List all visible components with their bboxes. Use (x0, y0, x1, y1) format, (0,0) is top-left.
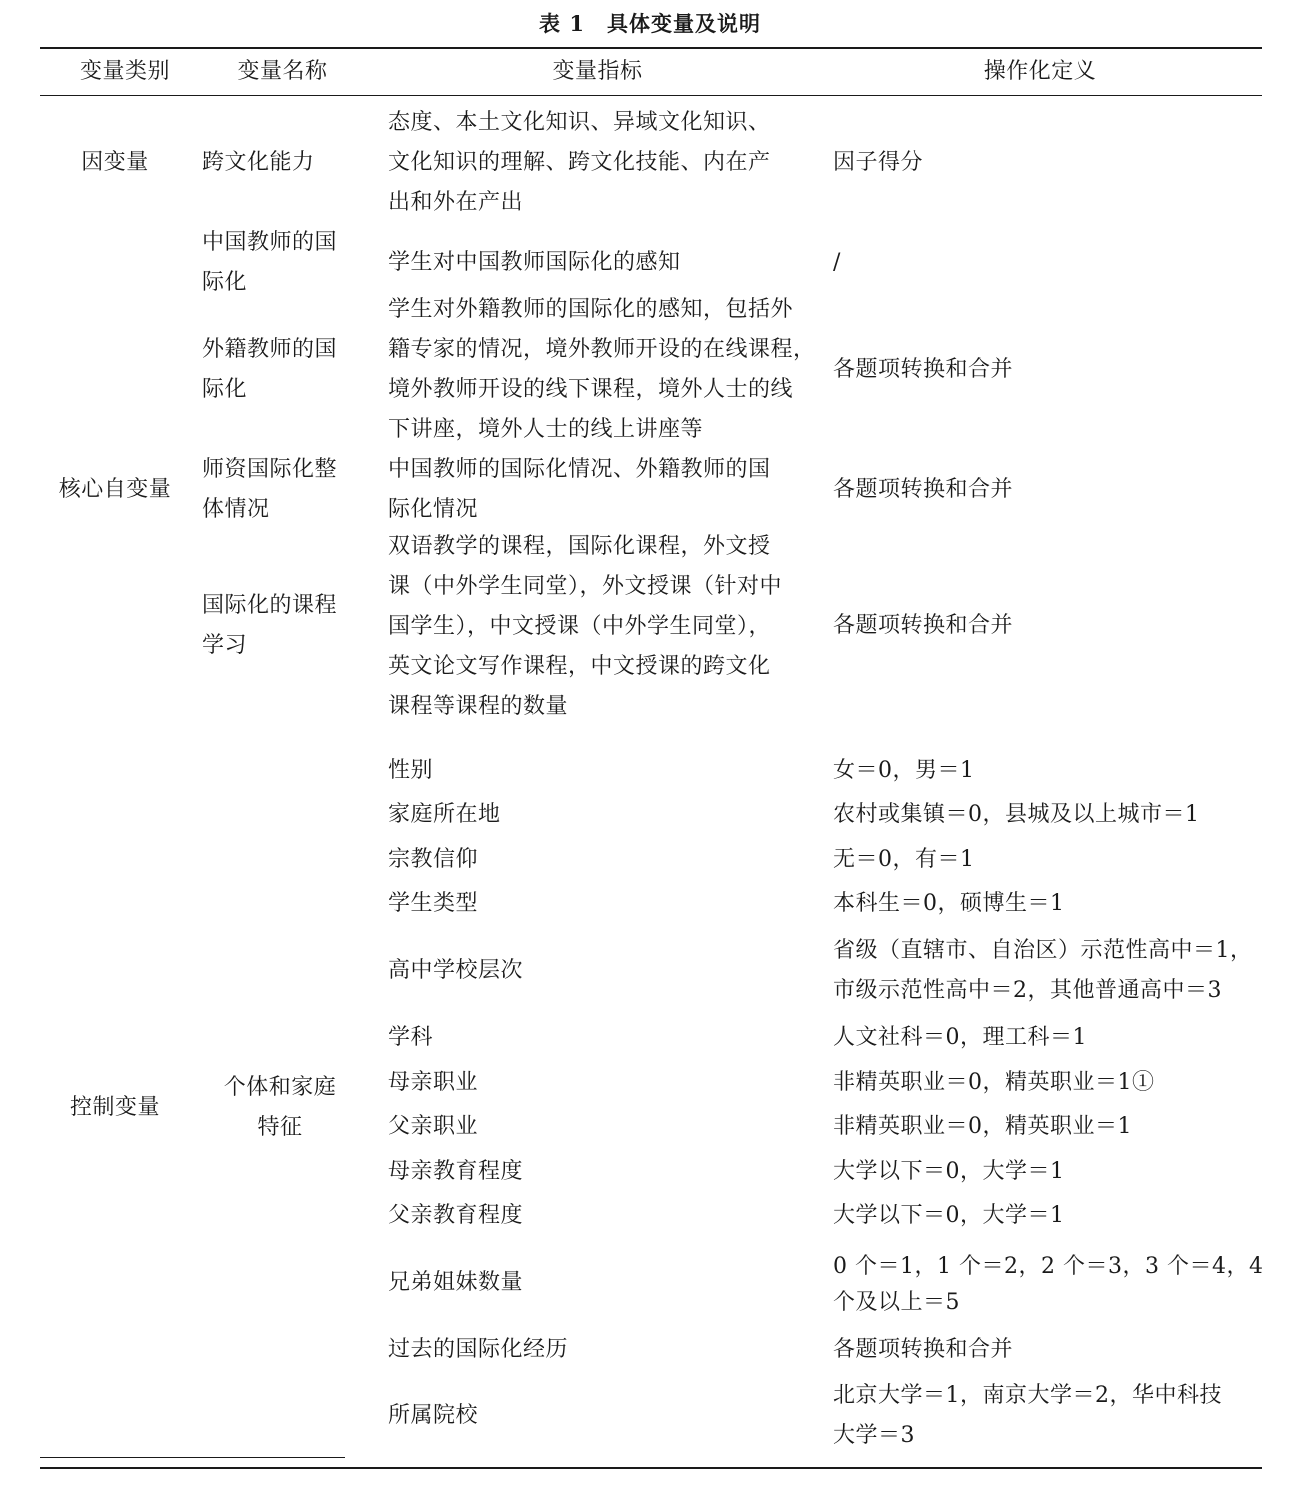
control-indicator: 所属院校 (388, 1403, 479, 1428)
row-definition: / (833, 250, 841, 275)
top-rule (40, 47, 1262, 49)
control-indicator: 高中学校层次 (388, 958, 524, 983)
group-control: 控制变量 (69, 1095, 160, 1120)
group-dependent: 因变量 (81, 150, 149, 175)
header-definition: 操作化定义 (983, 59, 1097, 84)
header-rule (40, 95, 1262, 96)
control-indicator: 过去的国际化经历 (388, 1337, 569, 1362)
control-definition: 本科生＝0，硕博生＝1 (833, 891, 1065, 916)
control-definition: 北京大学＝1，南京大学＝2，华中科技 大学＝3 (833, 1383, 1222, 1448)
table-caption-number: 表 1 (539, 11, 585, 36)
control-definition: 0 个＝1，1 个＝2，2 个＝3，3 个＝4，4 个及以上＝5 (833, 1254, 1264, 1315)
row-definition: 各题项转换和合并 (833, 613, 1014, 638)
control-name: 个体和家庭 特征 (223, 1075, 337, 1140)
control-indicator: 母亲教育程度 (388, 1159, 524, 1184)
row-definition: 各题项转换和合并 (833, 357, 1014, 382)
bottom-rule (40, 1467, 1262, 1469)
control-indicator: 学科 (388, 1025, 434, 1050)
control-indicator: 宗教信仰 (388, 847, 479, 872)
group-core: 核心自变量 (58, 477, 172, 502)
header-indicator: 变量指标 (552, 59, 643, 84)
row-definition: 因子得分 (833, 150, 924, 175)
footnote-rule (40, 1457, 345, 1458)
header-name: 变量名称 (237, 59, 328, 84)
control-definition: 大学以下＝0，大学＝1 (833, 1203, 1065, 1228)
control-indicator: 父亲教育程度 (388, 1203, 524, 1228)
row-name: 师资国际化整 体情况 (202, 457, 338, 522)
row-indicator: 学生对中国教师国际化的感知 (388, 250, 681, 275)
row-indicator: 双语教学的课程，国际化课程，外文授 课（中外学生同堂），外文授课（针对中 国学生），中文授课（中外学生同堂）， 英文论文写作课程，中文授课的跨文化 课程等课程的数量 (388, 534, 783, 719)
row-indicator: 态度、本土文化知识、异域文化知识、 文化知识的理解、跨文化技能、内在产 出和外在产出 (388, 110, 771, 215)
row-indicator: 中国教师的国际化情况、外籍教师的国 际化情况 (388, 457, 771, 522)
header-category: 变量类别 (79, 59, 170, 84)
control-indicator: 兄弟姐妹数量 (388, 1270, 524, 1295)
control-definition: 非精英职业＝0，精英职业＝1① (833, 1070, 1155, 1095)
table-caption (0, 8, 1300, 38)
control-definition: 各题项转换和合并 (833, 1337, 1014, 1362)
control-definition: 女＝0，男＝1 (833, 758, 975, 783)
control-indicator: 父亲职业 (388, 1114, 479, 1139)
control-definition: 省级（直辖市、自治区）示范性高中＝1， 市级示范性高中＝2，其他普通高中＝3 (833, 938, 1253, 1003)
control-definition: 大学以下＝0，大学＝1 (833, 1159, 1065, 1184)
control-definition: 无＝0，有＝1 (833, 847, 975, 872)
control-indicator: 性别 (388, 758, 434, 783)
row-name: 外籍教师的国 际化 (202, 337, 338, 402)
row-definition: 各题项转换和合并 (833, 477, 1014, 502)
control-definition: 农村或集镇＝0，县城及以上城市＝1 (833, 802, 1200, 827)
control-indicator: 家庭所在地 (388, 802, 501, 827)
row-indicator: 学生对外籍教师的国际化的感知，包括外 籍专家的情况，境外教师开设的在线课程， 境外教师开设的线下课程，境外人士的线 下讲座，境外人士的线上讲座等 (388, 297, 816, 442)
control-indicator: 母亲职业 (388, 1070, 479, 1095)
row-name: 中国教师的国 际化 (202, 230, 338, 295)
control-definition: 非精英职业＝0，精英职业＝1 (833, 1114, 1132, 1139)
control-indicator: 学生类型 (388, 891, 479, 916)
control-definition: 人文社科＝0，理工科＝1 (833, 1025, 1087, 1050)
table-caption-text: 具体变量及说明 (606, 11, 761, 36)
row-name: 国际化的课程 学习 (202, 593, 338, 658)
row-name: 跨文化能力 (202, 150, 315, 175)
